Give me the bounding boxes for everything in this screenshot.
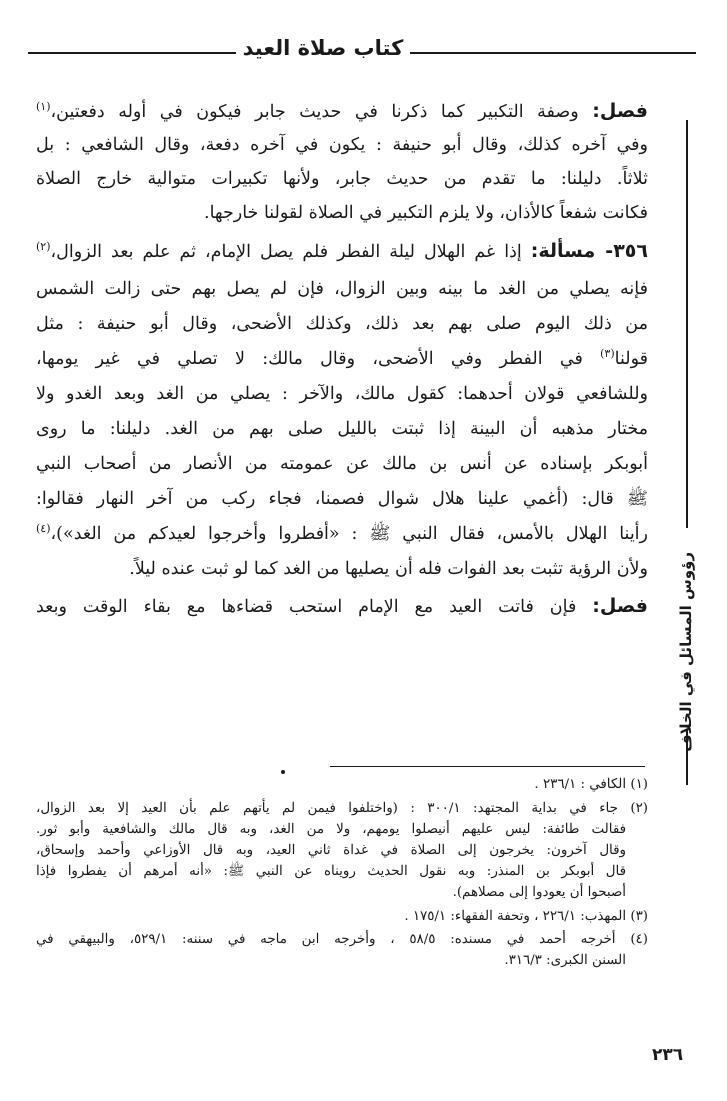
text-line <box>36 234 648 268</box>
footnote-line: (٤) أخرجه أحمد في مسنده: ٥٨/٥ ، وأخرجه ابن ماجه في سننه: ٥٢٩/١، والبيهقي في <box>36 932 648 947</box>
page-number: ٢٣٦ <box>652 1045 684 1065</box>
text-line <box>36 589 648 623</box>
side-book-title: رؤوس المسائل في الخلاف <box>677 552 695 752</box>
line-text: ثلاثاً. دليلنا: ما تقدم من حديث جابر، ولأنها تكبيرات متوالية خارج الصلاة <box>36 169 648 189</box>
text-line <box>36 552 648 586</box>
section-label: فصل: <box>592 100 648 122</box>
header-rule-right <box>410 52 696 54</box>
line-text: من ذلك اليوم صلى بهم بعد ذلك، وكذلك الأضحى، وقال أبو حنيفة : مثل <box>36 314 648 334</box>
line-text: إذا غم الهلال ليلة الفطر فلم يصل الإمام، ثم علم بعد الزوال، <box>50 242 531 262</box>
line-text: قولنا <box>614 349 648 369</box>
footnote-line: قال أبوبكر بن المنذر: وبه نقول الحديث رويناه عن النبي ﷺ: «أنه أمرهم أن يفطروا فإذا <box>36 864 626 879</box>
line-text: في الفطر وفي الأضحى، وقال مالك: لا تصلي في غير يومها، <box>36 349 601 369</box>
line-text: وللشافعي قولان أحدهما: كقول مالك، والآخر : يصلي من الغد وبعد الغدو ولا <box>36 384 648 404</box>
line-text: وفي آخره كذلك، وقال أبو حنيفة : يكون في آخره دفعة، وقال الشافعي : بل <box>36 135 648 155</box>
footnote-line: السنن الكبرى: ٣١٦/٣. <box>504 953 626 968</box>
text-line <box>36 342 648 376</box>
side-rule-top <box>686 120 688 528</box>
footnote-ref: (٤) <box>36 522 51 536</box>
footnote-ref: (١) <box>36 100 51 114</box>
header-rule-left <box>28 52 236 54</box>
footnote-line: أصبحوا أن يعودوا إلى مصلاهم). <box>452 885 626 900</box>
issue-label: ٣٥٦- مسألة: <box>530 240 648 262</box>
footnote-line: (٢) جاء في بداية المجتهد: ٣٠٠/١ : (واختلفوا فيمن لم يأتهم علم بأن العيد إلا بعد الزوال، <box>36 801 649 816</box>
line-text: فإنه يصلي من الغد ما بينه وبين الزوال، فإن لم يصل بهم حتى زالت الشمس <box>36 279 648 299</box>
footnote-ref: (٣) <box>600 347 615 361</box>
footnote-line: (٣) المهذب: ٢٢٦/١ ، وتحفة الفقهاء: ١٧٥/١ . <box>404 909 648 924</box>
footnote-line: (١) الكافي : ٢٣٦/١ . <box>534 777 648 792</box>
footnote-line: وقال آخرون: يخرجون إلى الصلاة في غداة ثاني العيد، وبه قال الأوزاعي وأحمد وإسحاق، <box>36 843 626 858</box>
text-line <box>36 447 648 481</box>
text-line <box>36 162 648 196</box>
text-line <box>36 94 648 128</box>
line-text: ولأن الرؤية تثبت بعد الفوات فله أن يصليها من الغد كما لو ثبت عنده ليلاً. <box>129 559 648 579</box>
text-line <box>36 412 648 446</box>
line-text: مختار مذهبه أن البينة إذا ثبتت بالليل صلى بهم من الغد. دليلنا: ما روى <box>36 419 648 439</box>
line-text: فكانت شفعاً كالأذان، ولا يلزم التكبير في الصلاة لقولنا خارجها. <box>204 203 648 223</box>
line-text: فإن فاتت العيد مع الإمام استحب قضاءها مع بقاء الوقت وبعد <box>36 597 593 617</box>
side-rule-bottom <box>686 730 688 785</box>
section-label: فصل: <box>592 595 648 617</box>
text-line <box>36 517 648 551</box>
text-line <box>36 377 648 411</box>
line-text: أبوبكر بإسناده عن أنس بن مالك عن عمومته من الأنصار من أصحاب النبي <box>36 454 648 474</box>
line-text: رأينا الهلال بالأمس، فقال النبي ﷺ : «أفطروا وأخرجوا لعيدكم من الغد»)، <box>50 524 648 544</box>
footnote-line: فقالت طائفة: ليس عليهم أنيصلوا يومهم، ولا من الغد، وبه قال مالك والشافعية وأبو ثور. <box>36 822 626 837</box>
text-line <box>36 196 648 230</box>
running-header-title: كتاب صلاة العيد <box>242 36 404 60</box>
line-text: ﷺ قال: (أغمي علينا هلال شوال فصمنا، فجاء ركب من آخر النهار فقالوا: <box>36 489 648 509</box>
text-line <box>36 307 648 341</box>
text-line <box>36 272 648 306</box>
text-line <box>36 128 648 162</box>
line-text: وصفة التكبير كما ذكرنا في حديث جابر فيكون في أوله دفعتين، <box>50 102 593 122</box>
footnote-ref: (٢) <box>36 240 51 254</box>
footnote-separator <box>330 766 645 767</box>
text-line <box>36 482 648 516</box>
